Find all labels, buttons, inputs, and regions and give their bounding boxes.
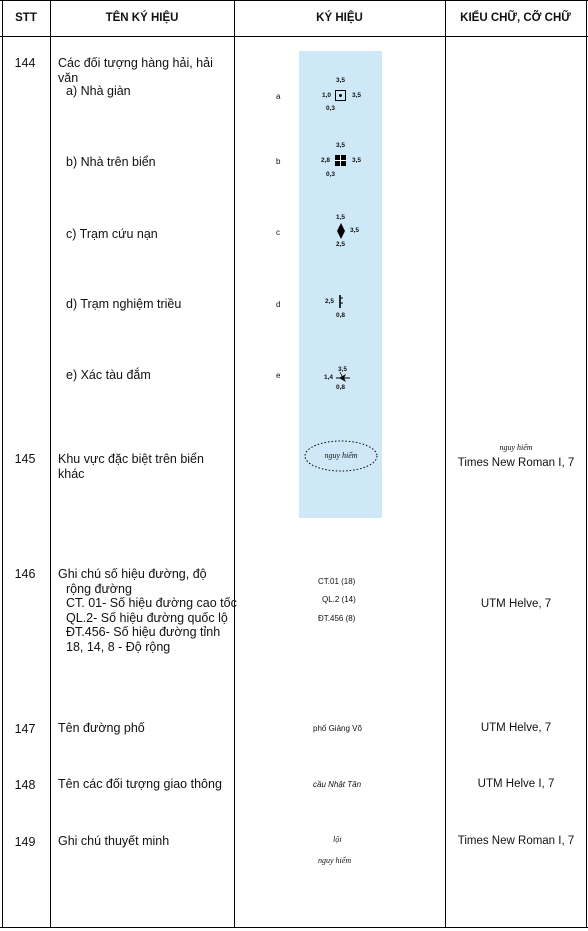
note-sample: nguy hiểm (318, 856, 352, 865)
road-code-sample: ĐT.456 (8) (318, 614, 356, 623)
dimension-label: 1,5 (336, 214, 346, 221)
dimension-label: 0,8 (336, 312, 346, 319)
dimension-label: 1,4 (324, 374, 334, 381)
dimension-label: 2,5 (336, 241, 346, 248)
row-title: Ghi chú thuyết minh (58, 834, 170, 848)
item-label: a) Nhà giàn (66, 84, 131, 98)
dimension-label: 1,0 (322, 92, 332, 99)
dimension-label: 3,5 (338, 366, 348, 373)
row-title-line: khác (58, 466, 85, 481)
font-spec: UTM Helve, 7 (480, 598, 552, 610)
header-symbol: KÝ HIỆU (316, 12, 363, 24)
dimension-label: 2,5 (325, 298, 335, 305)
font-spec: Times New Roman I, 7 (457, 457, 575, 469)
font-spec: UTM Helve I, 7 (477, 778, 555, 790)
sea-house-icon (334, 154, 348, 168)
transport-name-sample: cầu Nhật Tân (313, 780, 362, 789)
item-label: b) Nhà trên biển (66, 155, 156, 169)
row-title-line: Khu vực đặc biệt trên biển (58, 452, 204, 466)
dimension-label: 0,8 (336, 384, 346, 391)
row-number: 148 (14, 778, 36, 792)
row-title-line: rộng đường (66, 581, 132, 596)
row-title (58, 452, 204, 481)
row-title (58, 56, 213, 85)
table-border-bottom (0, 927, 588, 928)
row-title-line: QL.2- Số hiệu đường quốc lộ (66, 610, 228, 625)
font-spec: Times New Roman I, 7 (457, 835, 575, 847)
road-code-sample: CT.01 (18) (318, 577, 356, 586)
column-divider (445, 0, 446, 928)
row-number: 146 (14, 567, 36, 581)
dimension-label: 3,5 (336, 77, 346, 84)
dimension-label: 3,5 (336, 142, 346, 149)
row-title-line: Ghi chú số hiệu đường, độ (58, 567, 207, 581)
item-label: d) Trạm nghiệm triều (66, 297, 182, 311)
item-letter: c (276, 228, 280, 237)
item-label: e) Xác tàu đắm (66, 368, 151, 382)
dimension-label: 0,3 (326, 105, 336, 112)
row-number: 145 (14, 452, 36, 466)
tide-station-icon (337, 294, 345, 310)
row-title-line: 18, 14, 8 - Độ rộng (66, 639, 171, 654)
row-title (58, 567, 237, 654)
street-name-sample: phố Giảng Võ (313, 724, 362, 733)
item-letter: b (276, 157, 281, 166)
dimension-label: 3,5 (352, 157, 362, 164)
special-area-label: nguy hiểm (324, 451, 358, 460)
row-number: 144 (14, 56, 36, 70)
row-number: 149 (14, 835, 36, 849)
shipwreck-icon (335, 371, 351, 383)
header-divider (0, 36, 588, 37)
row-title-line: Các đối tượng hàng hải, hải (58, 56, 213, 70)
dimension-label: 3,5 (352, 92, 362, 99)
header-name: TÊN KÝ HIỆU (105, 12, 179, 24)
road-code-sample: QL.2 (14) (322, 595, 356, 604)
item-label: c) Trạm cứu nạn (66, 227, 158, 241)
item-letter: a (276, 92, 281, 101)
dimension-label: 3,5 (350, 227, 360, 234)
item-letter: e (276, 371, 281, 380)
row-number: 147 (14, 722, 36, 736)
rescue-station-icon (336, 223, 346, 239)
header-font: KIỂU CHỮ, CỠ CHỮ (460, 12, 571, 24)
header-stt: STT (15, 12, 37, 24)
dimension-label: 2,8 (321, 157, 331, 164)
table-border-right (586, 0, 587, 928)
item-letter: d (276, 300, 281, 309)
font-spec: UTM Helve, 7 (480, 722, 552, 734)
row-title-line: ĐT.456- Số hiệu đường tỉnh (66, 625, 221, 639)
row-title: Tên các đối tượng giao thông (58, 777, 222, 791)
row-title: Tên đường phố (58, 721, 145, 735)
row-title-line: văn (58, 70, 79, 85)
oil-platform-icon (334, 89, 348, 103)
column-divider (234, 0, 235, 928)
column-divider (50, 0, 51, 928)
note-sample: lội (333, 835, 342, 844)
font-sample: nguy hiểm (499, 443, 533, 452)
row-title-line: CT. 01- Số hiệu đường cao tốc (66, 596, 237, 610)
dimension-label: 0,3 (326, 171, 336, 178)
